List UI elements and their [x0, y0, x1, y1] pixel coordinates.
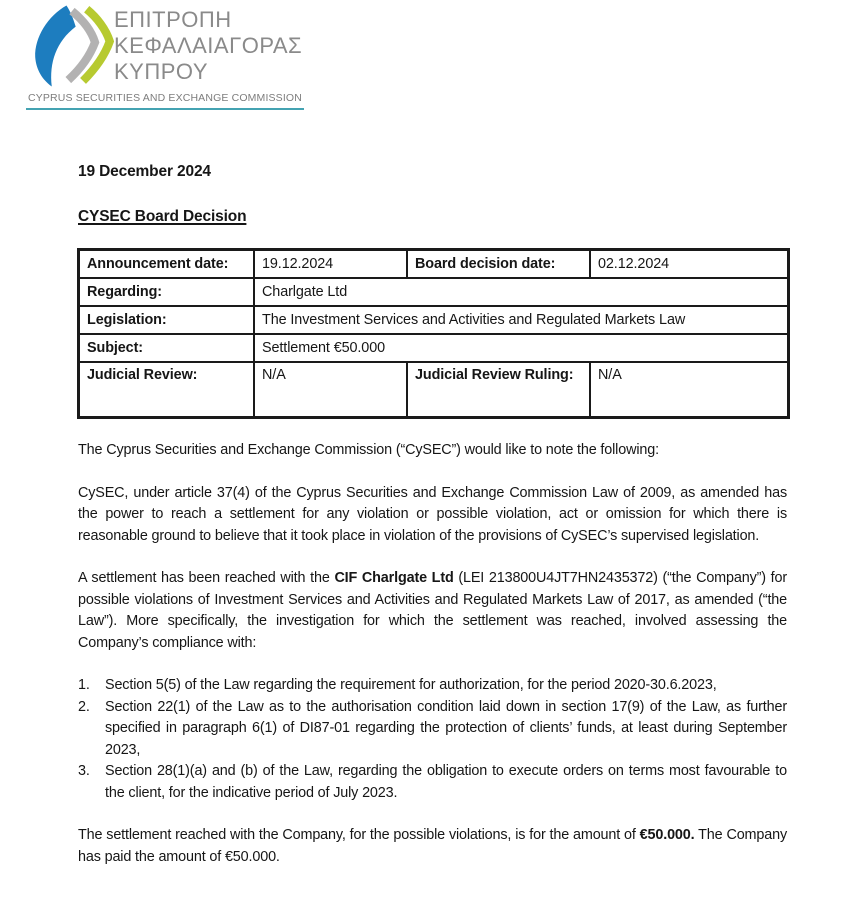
announcement-date-value: 19.12.2024: [254, 250, 407, 278]
paragraph-settlement-reached: [78, 568, 787, 654]
subject-label: Subject:: [79, 334, 254, 362]
list-item: [78, 761, 787, 804]
paragraph-text: (LEI 213800U4JT7HN2435372) (“the Company”) for possible violations of Investment Services and Activities and Regulated Markets Law of 2017, as amended (“the Law”). More specifically, the investigation for which the settlement was reached, involved assessing the Company’s compliance with:: [78, 570, 787, 651]
paragraph-text: The settlement reached with the Company, for the possible violations, is for the amount of: [78, 827, 640, 843]
announcement-date-label: Announcement date:: [79, 250, 254, 278]
paragraph-settlement-power: CySEC, under article 37(4) of the Cyprus Securities and Exchange Commission Law of 2009, as amended has the power to reach a settlement for any violation or possible violation, act or omission for which there is reasonable ground to believe that it took place in violation of the provisions of CySEC’s supervised legislation.: [78, 484, 787, 544]
paragraph-text: A settlement has been reached with the: [78, 570, 335, 586]
judicial-review-value: N/A: [254, 362, 407, 417]
regarding-label: Regarding:: [79, 278, 254, 306]
list-item: [78, 697, 787, 762]
cysec-logo: [0, 0, 430, 118]
violations-list: [78, 675, 787, 804]
board-decision-date-value: 02.12.2024: [590, 250, 788, 278]
document-date: 19 December 2024: [78, 163, 211, 180]
list-item: [78, 675, 787, 697]
list-item-text: Section 22(1) of the Law as to the authorisation condition laid down in section 17(9) of the Law, as further specified in paragraph 6(1) of DI87-01 regarding the protection of clients’ funds, at least during September 2023,: [105, 698, 787, 758]
document-content: [78, 163, 787, 868]
table-row: [79, 278, 788, 306]
judicial-review-ruling-label: Judicial Review Ruling:: [407, 362, 590, 417]
cysec-logo-icon: [26, 3, 118, 89]
company-name-bold: CIF Charlgate Ltd: [334, 570, 454, 586]
list-item-text: Section 5(5) of the Law regarding the requirement for authorization, for the period 2020-30.6.2023,: [105, 677, 717, 693]
list-item-number: 2.: [78, 698, 90, 715]
paragraph-settlement-amount: [78, 825, 787, 868]
logo-english-caption: CYPRUS SECURITIES AND EXCHANGE COMMISSION: [26, 92, 304, 110]
list-item-text: Section 28(1)(a) and (b) of the Law, regarding the obligation to execute orders on terms most favourable to the client, for the indicative period of July 2023.: [105, 763, 787, 801]
board-decision-date-label: Board decision date:: [407, 250, 590, 278]
logo-greek-line-2: ΚΕΦΑΛΑΙΑΓΟΡΑΣ: [114, 33, 303, 58]
decision-summary-table: [78, 249, 789, 418]
regarding-value: Charlgate Ltd: [254, 278, 788, 306]
list-item-number: 1.: [78, 677, 90, 693]
logo-greek-line-1: ΕΠΙΤΡΟΠΗ: [114, 7, 232, 32]
paragraph-intro: The Cyprus Securities and Exchange Commission (“CySEC”) would like to note the following:: [78, 442, 659, 458]
logo-greek-text: [114, 7, 302, 85]
subject-value: Settlement €50.000: [254, 334, 788, 362]
judicial-review-label: Judicial Review:: [79, 362, 254, 417]
table-row: [79, 334, 788, 362]
legislation-value: The Investment Services and Activities and Regulated Markets Law: [254, 306, 788, 334]
document-heading: CYSEC Board Decision: [78, 208, 247, 225]
legislation-label: Legislation:: [79, 306, 254, 334]
logo-greek-line-3: ΚΥΠΡΟΥ: [114, 59, 208, 84]
table-row: [79, 306, 788, 334]
judicial-review-ruling-value: N/A: [590, 362, 788, 417]
table-row: [79, 362, 788, 417]
settlement-amount-bold: €50.000.: [639, 827, 695, 843]
table-row: [79, 250, 788, 278]
paragraph-text: The Company has paid the amount of €50.000.: [78, 827, 787, 865]
list-item-number: 3.: [78, 763, 90, 779]
